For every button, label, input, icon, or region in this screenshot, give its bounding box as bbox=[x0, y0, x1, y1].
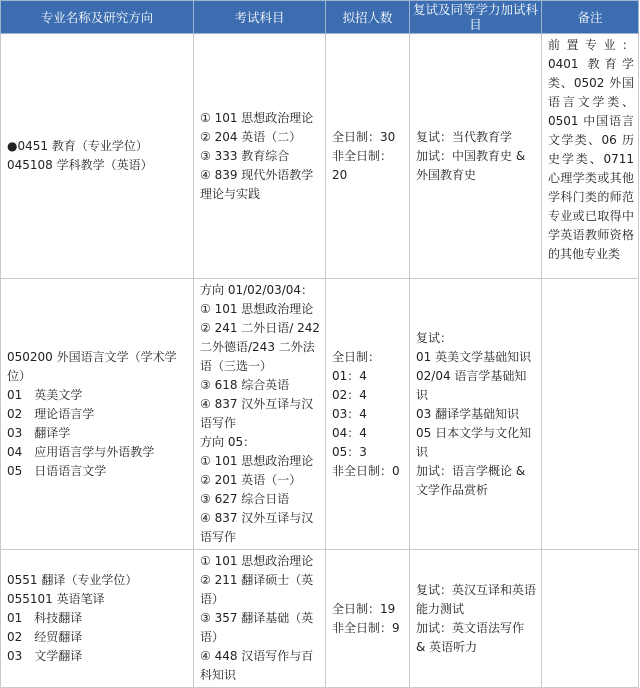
header-row bbox=[1, 1, 639, 34]
major-line: 03 文学翻译 bbox=[7, 649, 83, 663]
header-major: 专业名称及研究方向 bbox=[1, 1, 194, 34]
table-row bbox=[1, 550, 639, 688]
major-line: ●0451 教育（专业学位） bbox=[7, 139, 148, 153]
subject-line: ④ 839 现代外语教学理论与实践 bbox=[200, 167, 314, 201]
header-quota: 拟招人数 bbox=[326, 1, 410, 34]
subject-line: ④ 837 汉外互译与汉语写作 bbox=[200, 397, 314, 430]
cell-quota bbox=[326, 550, 410, 688]
subject-line: 方向 05： bbox=[200, 435, 256, 449]
subject-line: ④ 837 汉外互译与汉语写作 bbox=[200, 511, 314, 544]
cell-quota bbox=[326, 34, 410, 279]
table-row bbox=[1, 279, 639, 550]
cell-remarks bbox=[542, 550, 639, 688]
subject-line: ① 101 思想政治理论 bbox=[200, 554, 314, 568]
header-retest: 复试及同等学力加试科目 bbox=[410, 1, 542, 34]
major-line: 01 科技翻译 bbox=[7, 611, 83, 625]
retest-line: 05 日本文学与文化知识 bbox=[416, 425, 532, 459]
cell-remarks bbox=[542, 279, 639, 550]
major-line: 055101 英语笔译 bbox=[7, 592, 105, 606]
retest-line: 复试： bbox=[416, 330, 453, 345]
subject-line: ④ 448 汉语写作与百科知识 bbox=[200, 649, 314, 682]
cell-subjects bbox=[194, 550, 326, 688]
subject-line: ② 201 英语（一） bbox=[200, 473, 302, 487]
cell-remarks: 前置专业：0401 教育学类、0502 外国语言文学类、0501 中国语言文学类、06 历史学类、0711 心理学类或其他学科门类的师范专业或已取得中学英语教师资格的其他专业类 bbox=[542, 34, 639, 279]
major-line: 04 应用语言学与外语教学 bbox=[7, 444, 155, 459]
quota-line: 全日制：19 bbox=[332, 601, 396, 616]
header-remarks: 备注 bbox=[542, 1, 639, 34]
cell-major bbox=[1, 550, 194, 688]
quota-line: 非全日制：20 bbox=[332, 148, 393, 182]
cell-major bbox=[1, 34, 194, 279]
retest-line: 03 翻译学基础知识 bbox=[416, 406, 520, 421]
retest-line: 加试：中国教育史 & 外国教育史 bbox=[416, 148, 530, 182]
major-line: 05 日语语言文学 bbox=[7, 463, 107, 478]
retest-line: 复试：当代教育学 bbox=[416, 129, 513, 144]
quota-line: 非全日制：9 bbox=[332, 620, 400, 635]
cell-subjects bbox=[194, 279, 326, 550]
cell-quota bbox=[326, 279, 410, 550]
subject-line: ② 211 翻译硕士（英语） bbox=[200, 573, 314, 606]
major-line: 02 理论语言学 bbox=[7, 406, 95, 421]
major-line: 02 经贸翻译 bbox=[7, 630, 83, 644]
table-row bbox=[1, 34, 639, 279]
subject-line: ③ 618 综合英语 bbox=[200, 378, 290, 392]
quota-line: 05：3 bbox=[332, 444, 367, 459]
cell-retest bbox=[410, 34, 542, 279]
major-line: 050200 外国语言文学（学术学位） bbox=[7, 349, 177, 383]
quota-line: 全日制：30 bbox=[332, 129, 396, 144]
retest-line: 加试：英文语法写作 & 英语听力 bbox=[416, 620, 528, 654]
subject-line: ② 241 二外日语/ 242 二外德语/243 二外法语（三选一） bbox=[200, 321, 324, 373]
quota-line: 01：4 bbox=[332, 368, 367, 383]
quota-line: 02：4 bbox=[332, 387, 367, 402]
quota-line: 04：4 bbox=[332, 425, 367, 440]
subject-line: ① 101 思想政治理论 bbox=[200, 302, 314, 316]
retest-line: 01 英美文学基础知识 bbox=[416, 349, 532, 364]
cell-subjects bbox=[194, 34, 326, 279]
subject-line: ③ 357 翻译基础（英语） bbox=[200, 611, 314, 644]
cell-major bbox=[1, 279, 194, 550]
subject-line: ① 101 思想政治理论 bbox=[200, 110, 314, 125]
subject-line: ③ 627 综合日语 bbox=[200, 492, 290, 506]
major-line: 03 翻译学 bbox=[7, 425, 71, 440]
subject-line: ② 204 英语（二） bbox=[200, 129, 302, 144]
major-line: 045108 学科教学（英语） bbox=[7, 158, 153, 172]
cell-retest bbox=[410, 550, 542, 688]
quota-line: 03：4 bbox=[332, 406, 367, 421]
quota-line: 非全日制：0 bbox=[332, 463, 400, 478]
header-subjects: 考试科目 bbox=[194, 1, 326, 34]
subject-line: 方向 01/02/03/04： bbox=[200, 283, 314, 297]
retest-line: 加试：语言学概论 & 文学作品赏析 bbox=[416, 463, 530, 497]
retest-line: 复试：英汉互译和英语能力测试 bbox=[416, 582, 537, 616]
subject-line: ① 101 思想政治理论 bbox=[200, 454, 314, 468]
subject-line: ③ 333 教育综合 bbox=[200, 148, 290, 163]
retest-line: 02/04 语言学基础知识 bbox=[416, 368, 527, 402]
cell-retest bbox=[410, 279, 542, 550]
major-line: 0551 翻译（专业学位） bbox=[7, 573, 138, 587]
major-line: 01 英美文学 bbox=[7, 387, 83, 402]
quota-line: 全日制： bbox=[332, 349, 381, 364]
